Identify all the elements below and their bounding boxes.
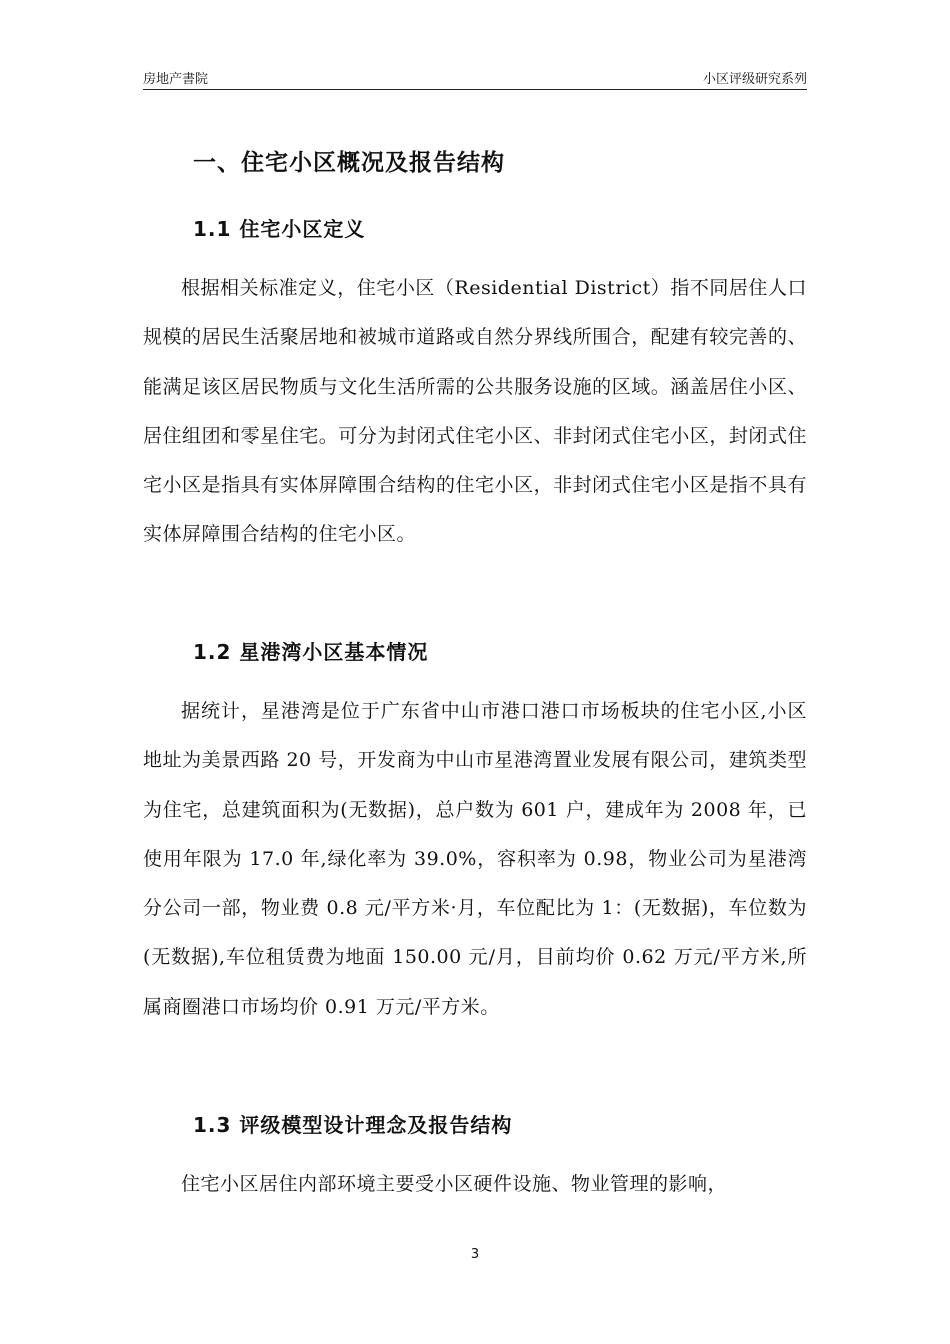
header-divider <box>143 89 807 90</box>
section-heading-1-2: 1.2 星港湾小区基本情况 <box>193 640 429 664</box>
header-series: 小区评级研究系列 <box>702 72 807 87</box>
section-heading-1-3: 1.3 评级模型设计理念及报告结构 <box>193 1113 513 1137</box>
section-paragraph-1-3: 住宅小区居住内部环境主要受小区硬件设施、物业管理的影响， <box>181 1173 728 1195</box>
section-paragraph-1-2: 据统计，星港湾是位于广东省中山市港口港口市场板块的住宅小区,小区地址为美景西路 20 号，开发商为中山市星港湾置业发展有限公司，建筑类型为住宅，总建筑面积为(无数据)，总户数为 601 户，建成年为 2008 年，已使用年限为 17.0 年,绿化率为 39.0%，容积率为 0.98，物业公司为星港湾分公司一部，物业费 0.8 元/平方米·月，车位配比为 1：(无数据)，车位数为(无数据),车位租赁费为地面 150.00 元/月，目前均价 0.62 万元/平方米,所属商圈港口市场均价 0.91 万元/平方米。 <box>143 700 807 1018</box>
chapter-title: 一、住宅小区概况及报告结构 <box>193 150 505 176</box>
page-number: 3 <box>470 1247 480 1262</box>
section-heading-1-1: 1.1 住宅小区定义 <box>193 217 366 241</box>
section-paragraph-1-1: 根据相关标准定义，住宅小区（Residential District）指不同居住人口规模的居民生活聚居地和被城市道路或自然分界线所围合，配建有较完善的、能满足该区居民物质与文化生活所需的公共服务设施的区域。涵盖居住小区、居住组团和零星住宅。可分为封闭式住宅小区、非封闭式住宅小区，封闭式住宅小区是指具有实体屏障围合结构的住宅小区，非封闭式住宅小区是指不具有实体屏障围合结构的住宅小区。 <box>143 277 807 546</box>
header-publisher: 房地产書院 <box>143 72 209 87</box>
page-header <box>143 66 807 88</box>
